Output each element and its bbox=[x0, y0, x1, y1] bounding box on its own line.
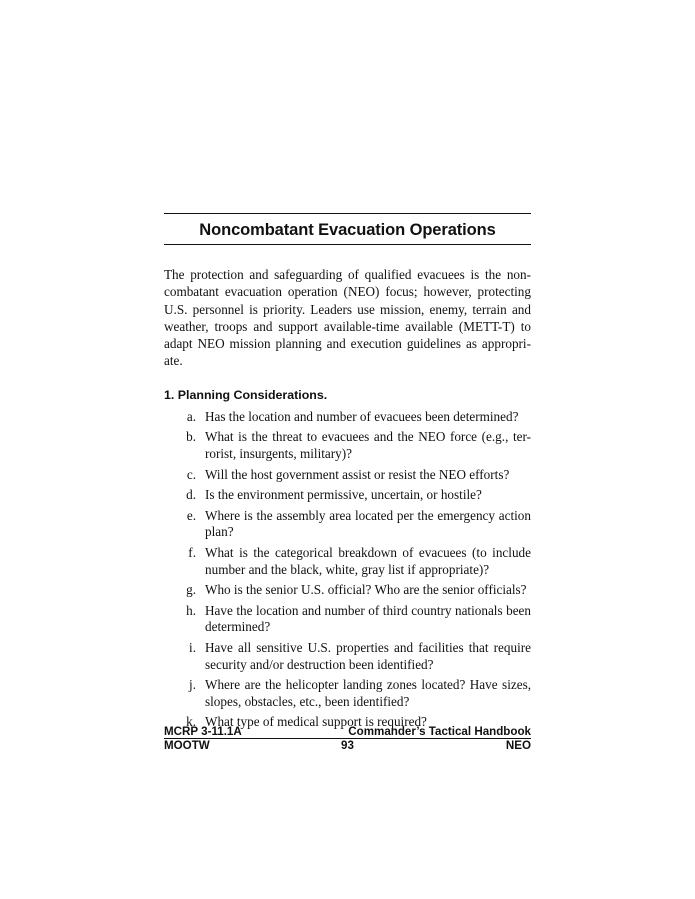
list-item bbox=[164, 677, 531, 710]
page-number: 93 bbox=[341, 739, 354, 752]
list-item bbox=[164, 508, 531, 541]
list-item-text: Will the host government assist or resist the NEO efforts? bbox=[205, 466, 510, 482]
list-item bbox=[164, 487, 531, 504]
list-item bbox=[164, 429, 531, 462]
list-item bbox=[164, 582, 531, 599]
title-top-rule bbox=[164, 213, 531, 214]
list-item-letter: c. bbox=[186, 466, 196, 482]
list-item-letter: f. bbox=[188, 544, 196, 560]
page-title: Noncombatant Evacuation Operations bbox=[199, 221, 496, 239]
footer-topic: NEO bbox=[505, 739, 531, 752]
list-item bbox=[164, 603, 531, 636]
footer-category: MOOTW bbox=[164, 739, 210, 752]
list-item-letter: h. bbox=[186, 602, 196, 618]
page-footer bbox=[164, 725, 531, 752]
list-item-letter: i. bbox=[189, 639, 196, 655]
list-item-letter: b. bbox=[186, 429, 196, 445]
list-item-text: What is the threat to evacuees and the NEO force (e.g., ter-rorist, insurgents, military)? bbox=[205, 429, 531, 461]
list-item-letter: k. bbox=[186, 714, 196, 730]
title-bottom-rule bbox=[164, 244, 531, 245]
list-item-text: Where is the assembly area located per the emergency action plan? bbox=[205, 507, 531, 540]
list-item bbox=[164, 545, 531, 578]
list-item-letter: e. bbox=[186, 507, 196, 523]
footer-handbook-title: Commander’s Tactical Handbook bbox=[348, 725, 531, 738]
list-item-text: Has the location and number of evacuees been determined? bbox=[205, 408, 519, 424]
question-list bbox=[164, 409, 531, 731]
list-item-letter: g. bbox=[186, 582, 196, 598]
list-item bbox=[164, 409, 531, 426]
list-item-text: Who is the senior U.S. official? Who are the senior officials? bbox=[205, 582, 527, 598]
list-item-text: Have the location and number of third country nationals been determined? bbox=[205, 602, 531, 635]
footer-publication: MCRP 3-11.1A bbox=[164, 725, 242, 738]
list-item bbox=[164, 467, 531, 484]
list-item-letter: d. bbox=[186, 487, 196, 503]
list-item-text: What type of medical support is required? bbox=[205, 714, 427, 730]
list-item-letter: j. bbox=[189, 677, 196, 693]
footer-top-row bbox=[164, 725, 531, 739]
list-item-text: Is the environment permissive, uncertain, or hostile? bbox=[205, 487, 482, 503]
footer-bottom-row bbox=[164, 739, 531, 752]
list-item-text: Where are the helicopter landing zones located? Have sizes, slopes, obstacles, etc., been identified? bbox=[205, 677, 531, 709]
list-item-text: What is the categorical breakdown of evacuees (to include number and the black, white, gray list if appropriate)? bbox=[205, 544, 531, 577]
document-page bbox=[164, 213, 531, 735]
section-heading: 1. Planning Considerations. bbox=[164, 387, 328, 402]
list-item-text: Have all sensitive U.S. properties and facilities that require security and/or destruction been identified? bbox=[205, 639, 531, 672]
list-item bbox=[164, 640, 531, 673]
intro-paragraph: The protection and safeguarding of qualified evacuees is the non-combatant evacuation operation (NEO) focus; however, protecting U.S. personnel is priority. Leaders use mission, enemy, terrain and weather, troops and support available-time available (METT-T) to adapt NEO mission planning and execution guidelines as appropri-ate. bbox=[164, 267, 531, 369]
list-item-letter: a. bbox=[186, 408, 196, 424]
